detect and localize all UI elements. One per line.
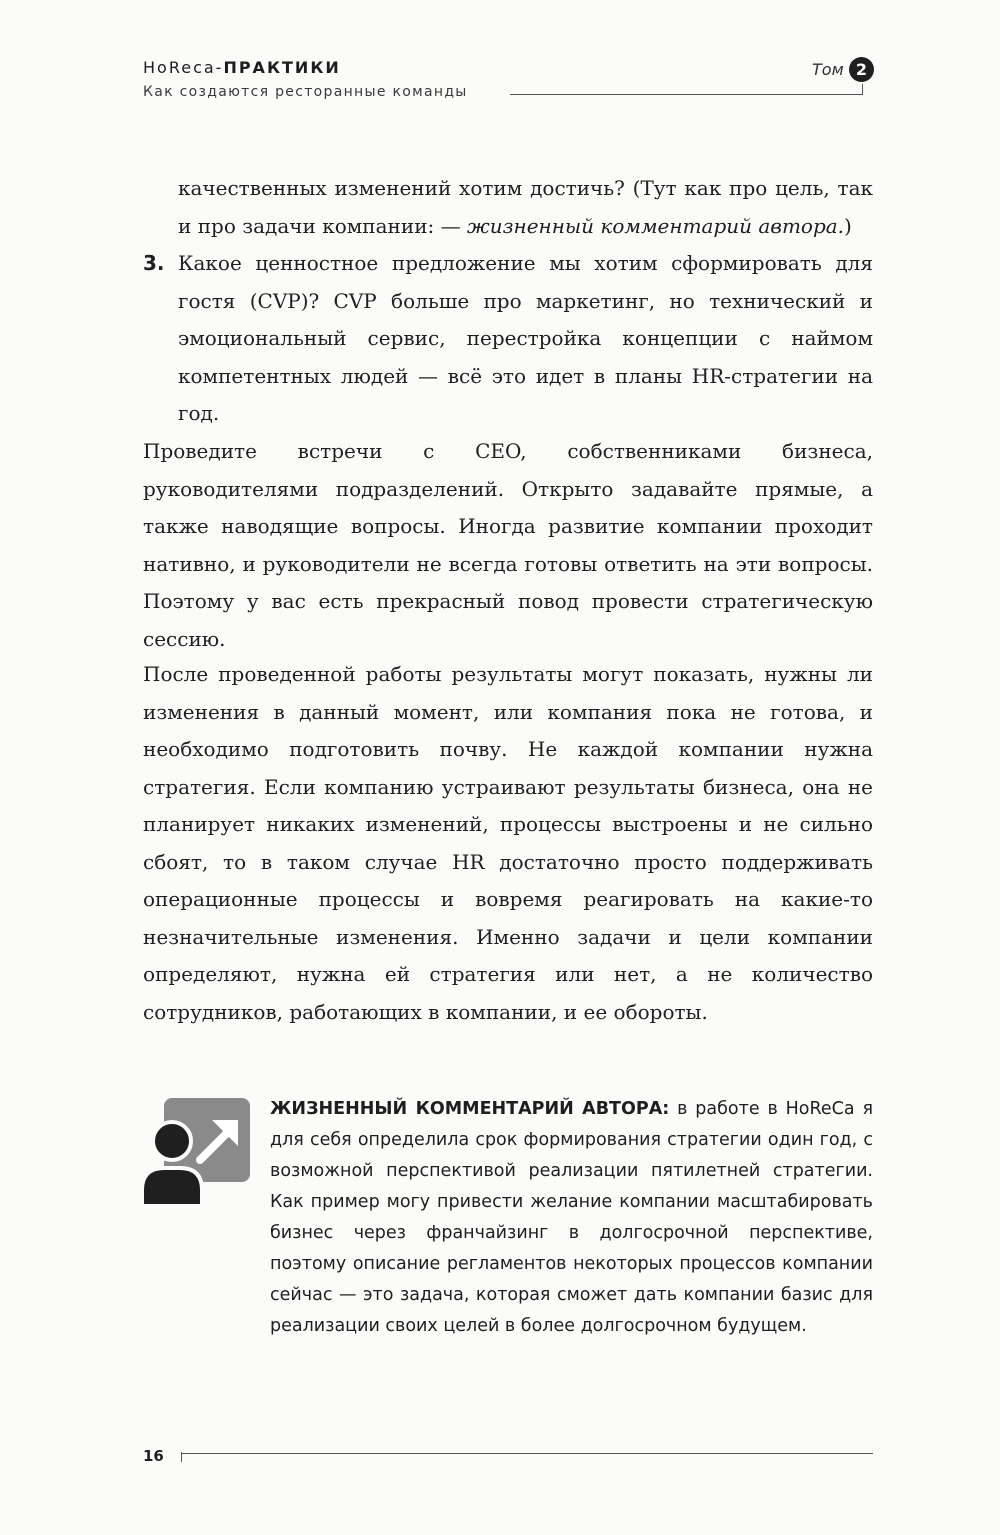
paragraph-meetings: Проведите встречи с CEO, собственниками бизнеса, руководителями подразделений. Открыто задавайте прямые, а также наводящие вопросы. Иногда развитие компании проходит нативно, и руководители не всегда готовы ответить на эти вопросы. Поэтому у вас есть прекрасный повод провести стратегическую сессию. [143, 439, 873, 651]
header-rule [510, 94, 863, 95]
person-growth-icon [142, 1098, 252, 1208]
list-continuation-italic: жизненный комментарий автора. [467, 213, 845, 238]
footer-rule [181, 1453, 873, 1454]
brand-main: ПРАКТИКИ [223, 58, 341, 77]
author-comment [270, 1094, 873, 1342]
header-tick [862, 84, 863, 95]
list-continuation-text: качественных изменений хотим достичь? (Тут как про цель, так и про задачи компании: — [178, 176, 873, 238]
list-continuation-end: ) [844, 213, 852, 238]
brand-prefix: HoReca- [143, 58, 224, 77]
author-comment-heading: ЖИЗНЕННЫЙ КОММЕНТАРИЙ АВТОРА: [270, 1099, 670, 1119]
author-comment-text: в работе в HoReCa я для себя определила срок формирования стратегии один год, с возможной перспективой реализации пятилетней стратегии. Как пример могу привести желание компании масштабировать бизнес через франчайзинг в долгосрочной перспективе, поэтому описание регламентов некоторых процессов компании сейчас — это задача, которая сможет дать компании базис для реализации своих целей в более долгосрочном будущем. [270, 1099, 873, 1336]
page-number: 16 [143, 1447, 164, 1465]
list-item-continuation [178, 170, 873, 245]
paragraph-results: После проведенной работы результаты могут показать, нужны ли изменения в данный момент, или компания пока не готова, и необходимо подготовить почву. Не каждой компании нужна стратегия. Если компанию устраивают результаты бизнеса, она не планирует никаких изменений, процессы выстроены и не сильно сбоят, то в таком случае HR достаточно просто поддерживать операционные процессы и вовремя реагировать на какие-то незначительные изменения. Именно задачи и цели компании определяют, нужна ей стратегия или нет, а не количество сотрудников, работающих в компании, и ее обороты. [143, 662, 873, 1024]
volume-label: Том [812, 60, 844, 79]
list-item-3 [143, 245, 873, 433]
volume-badge: 2 [849, 57, 874, 82]
header-brand [143, 58, 341, 77]
list-item-number: 3. [143, 251, 165, 275]
list-item-text: Какое ценностное предложение мы хотим сформировать для гостя (CVP)? CVP больше про маркетинг, но технический и эмоциональный сервис, перестройка концепции с наймом компетентных людей — всё это идет в планы HR-стратегии на год. [178, 251, 873, 425]
header-subtitle: Как создаются ресторанные команды [143, 84, 468, 100]
